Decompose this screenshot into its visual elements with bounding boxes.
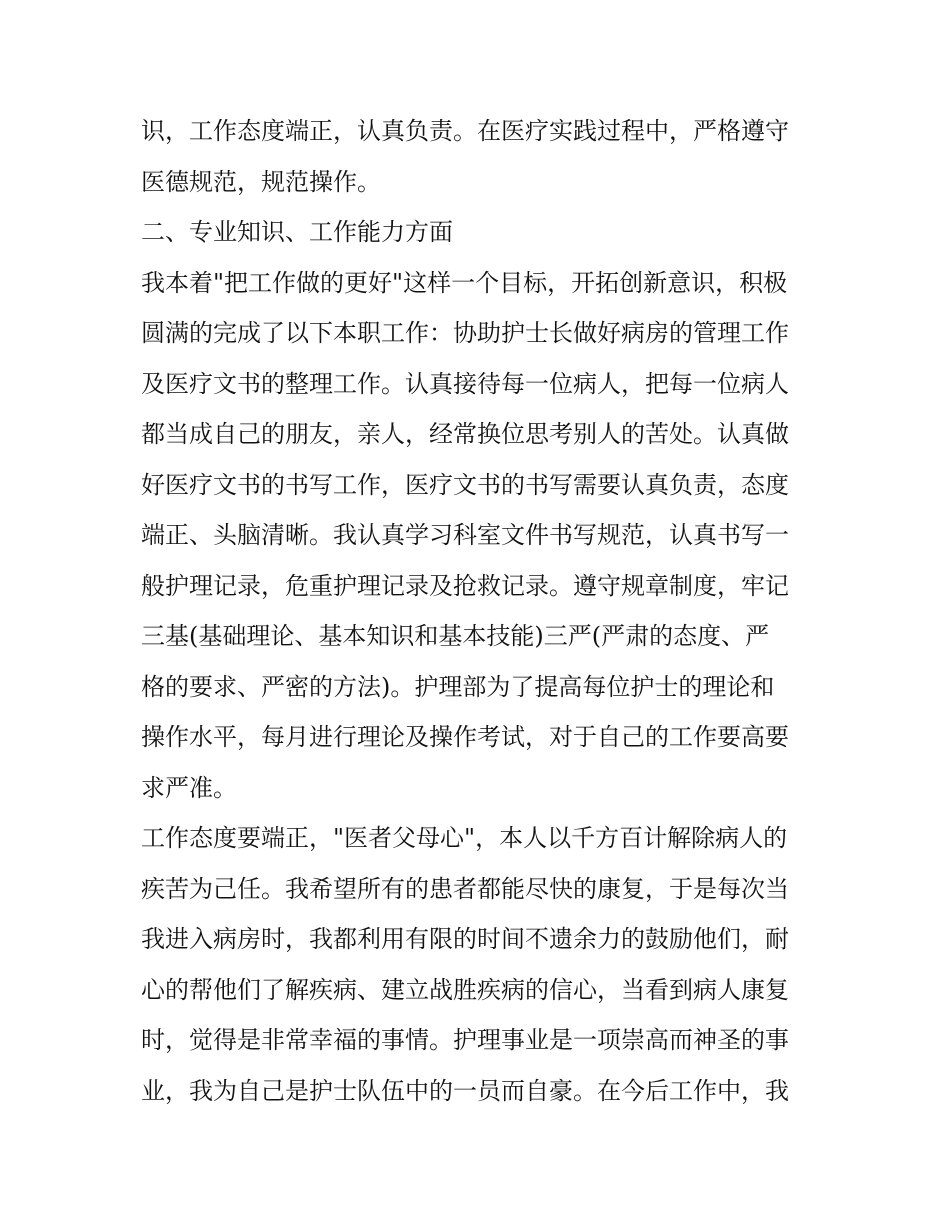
text-line: 及医疗文书的整理工作。认真接待每一位病人，把每一位病人 bbox=[141, 369, 789, 398]
text-line: 识，工作态度端正，认真负责。在医疗实践过程中，严格遵守 bbox=[141, 117, 789, 145]
text-line: 我本着"把工作做的更好"这样一个目标，开拓创新意识，积极 bbox=[141, 268, 788, 297]
text-line: 般护理记录，危重护理记录及抢救记录。遵守规章制度，牢记 bbox=[141, 571, 789, 600]
text-line: 工作态度要端正，"医者父母心"，本人以千方百计解除病人的 bbox=[141, 824, 788, 852]
text-line: 三基(基础理论、基本知识和基本技能)三严(严肃的态度、严 bbox=[141, 622, 770, 650]
body-text bbox=[141, 106, 821, 1116]
text-line: 业，我为自己是护士队伍中的一员而自豪。在今后工作中，我 bbox=[141, 1076, 789, 1105]
text-line: 求严准。 bbox=[141, 773, 237, 802]
text-line: 时，觉得是非常幸福的事情。护理事业是一项崇高而神圣的事 bbox=[141, 1026, 789, 1054]
text-line: 好医疗文书的书写工作，医疗文书的书写需要认真负责，态度 bbox=[141, 470, 789, 499]
section-heading: 二、专业知识、工作能力方面 bbox=[141, 218, 453, 246]
text-line: 疾苦为己任。我希望所有的患者都能尽快的康复，于是每次当 bbox=[141, 874, 789, 903]
text-line: 心的帮他们了解疾病、建立战胜疾病的信心，当看到病人康复 bbox=[141, 975, 789, 1004]
text-line: 端正、头脑清晰。我认真学习科室文件书写规范，认真书写一 bbox=[141, 521, 789, 549]
text-line: 格的要求、严密的方法)。护理部为了提高每位护士的理论和 bbox=[141, 672, 775, 701]
text-line: 圆满的完成了以下本职工作：协助护士长做好病房的管理工作 bbox=[141, 319, 789, 347]
text-line: 医德规范，规范操作。 bbox=[141, 167, 381, 196]
text-line: 我进入病房时，我都利用有限的时间不遗余力的鼓励他们，耐 bbox=[141, 925, 789, 953]
text-line: 都当成自己的朋友，亲人，经常换位思考别人的苦处。认真做 bbox=[141, 420, 789, 448]
text-line: 操作水平，每月进行理论及操作考试，对于自己的工作要高要 bbox=[141, 723, 789, 751]
